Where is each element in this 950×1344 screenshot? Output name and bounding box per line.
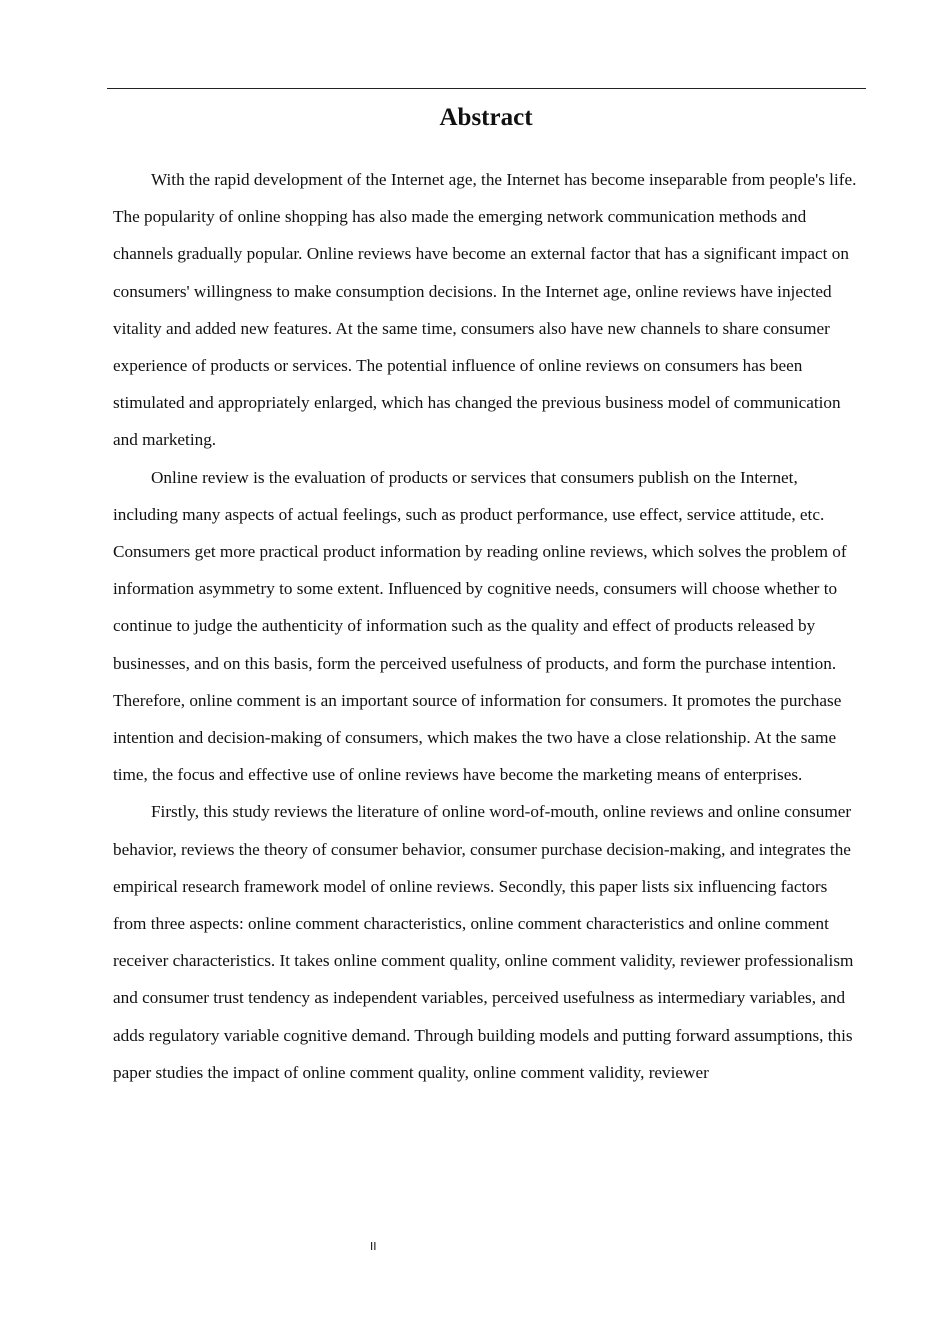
page-number: II [370,1240,377,1253]
abstract-paragraph-1: With the rapid development of the Internet age, the Internet has become inseparable from people's life. The popularity of online shopping has also made the emerging network communication methods and channels gradually popular. Online reviews have become an external factor that has a significant impact on consumers' willingness to make consumption decisions. In the Internet age, online reviews have injected vitality and added new features. At the same time, consumers also have new channels to share consumer experience of products or services. The potential influence of online reviews on consumers has been stimulated and appropriately enlarged, which has changed the previous business model of communication and marketing. [113,170,857,450]
header-rule [107,88,866,89]
abstract-paragraph-2: Online review is the evaluation of products or services that consumers publish on the Internet, including many aspects of actual feelings, such as product performance, use effect, service attitude, etc. Consumers get more practical product information by reading online reviews, which solves the problem of information asymmetry to some extent. Influenced by cognitive needs, consumers will choose whether to continue to judge the authenticity of information such as the quality and effect of products released by businesses, and on this basis, form the perceived usefulness of products, and form the purchase intention. Therefore, online comment is an important source of information for consumers. It promotes the purchase intention and decision-making of consumers, which makes the two have a close relationship. At the same time, the focus and effective use of online reviews have become the marketing means of enterprises. [113,467,847,785]
abstract-body [113,161,865,1091]
page-title: Abstract [439,104,533,131]
abstract-paragraph-3: Firstly, this study reviews the literature of online word-of-mouth, online reviews and online consumer behavior, reviews the theory of consumer behavior, consumer purchase decision-making, and integrates the empirical research framework model of online reviews. Secondly, this paper lists six influencing factors from three aspects: online comment characteristics, online comment characteristics and online comment receiver characteristics. It takes online comment quality, online comment validity, reviewer professionalism and consumer trust tendency as independent variables, perceived usefulness as intermediary variables, and adds regulatory variable cognitive demand. Through building models and putting forward assumptions, this paper studies the impact of online comment quality, online comment validity, reviewer [113,802,854,1082]
